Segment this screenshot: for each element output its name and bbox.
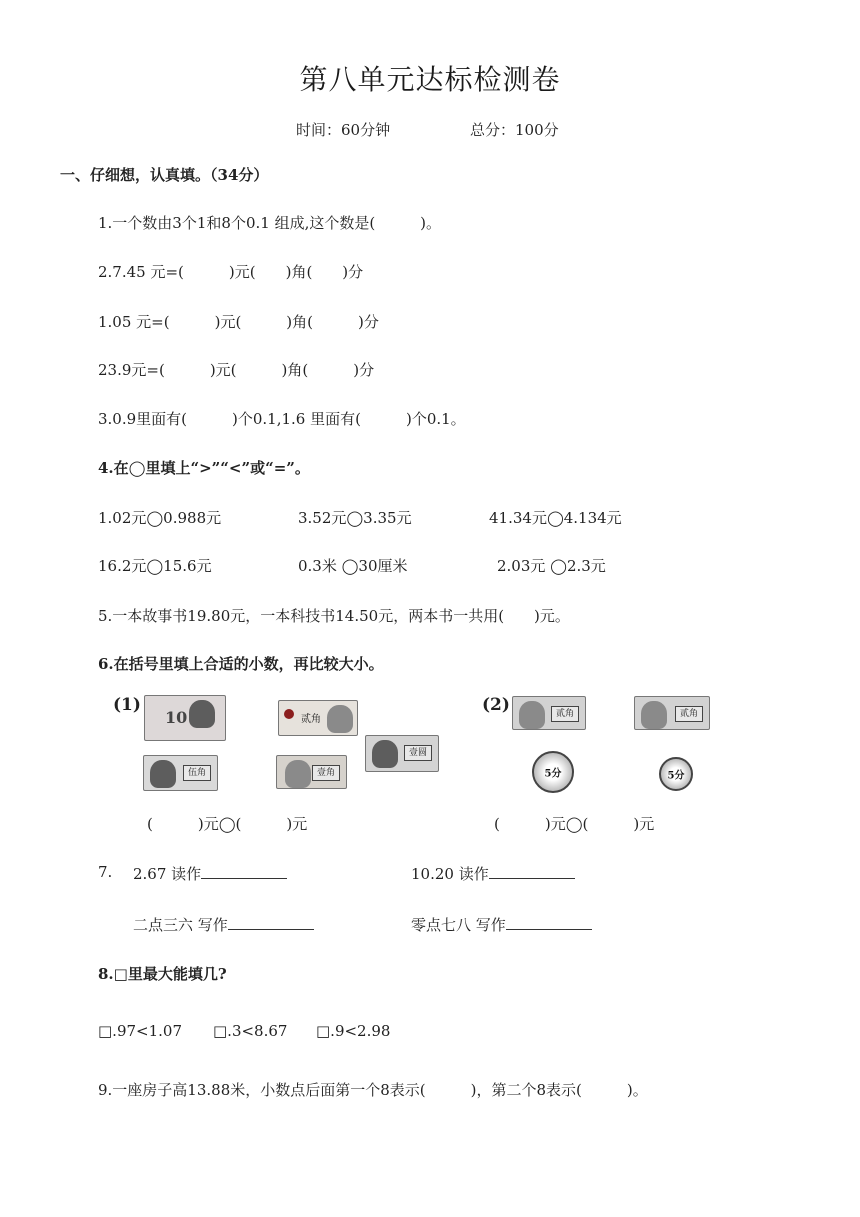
portrait — [285, 760, 311, 788]
question-7a — [133, 863, 287, 884]
question-7c-text: 二点三六 写作 — [133, 916, 228, 934]
portrait — [372, 740, 398, 768]
note-value: 贰角 — [551, 706, 579, 722]
five-fen-coin-image — [532, 751, 574, 793]
portrait — [189, 700, 215, 728]
note-value: 10 — [165, 708, 188, 727]
compare-item: 41.34元◯4.134元 — [489, 509, 622, 527]
coin-value: 5分 — [544, 768, 562, 780]
question-7a-text: 2.67 读作 — [133, 865, 202, 883]
question-1: 1.一个数由3个1和8个0.1 组成,这个数是( )。 — [98, 214, 442, 232]
compare-item: 0.3米 ◯30厘米 — [298, 557, 408, 575]
two-jiao-note-image-2 — [512, 696, 586, 730]
question-8: 8.□里最大能填几? — [98, 965, 227, 983]
question-5: 5.一本故事书19.80元，一本科技书14.50元，两本书一共用( )元。 — [98, 607, 570, 625]
question-9: 9.一座房子高13.88米，小数点后面第一个8表示( )，第二个8表示( )。 — [98, 1081, 648, 1099]
portrait — [327, 705, 353, 733]
q6-answer-2: ( )元◯( )元 — [494, 815, 655, 833]
question-4: 4.在◯里填上“>”“<”或“=”。 — [98, 459, 310, 477]
answer-line — [506, 915, 592, 930]
time-limit: 时间：60分钟 — [296, 121, 391, 139]
total-score: 总分：100分 — [470, 121, 559, 139]
question-7c — [133, 914, 314, 935]
answer-line — [489, 864, 575, 879]
five-jiao-note-image — [143, 755, 218, 791]
compare-item: 16.2元◯15.6元 — [98, 557, 212, 575]
portrait — [150, 760, 176, 788]
note-value: 壹圆 — [404, 745, 432, 761]
question-7-number: 7. — [98, 863, 113, 881]
two-jiao-note-image-3 — [634, 696, 710, 730]
note-value: 贰角 — [301, 714, 321, 725]
emblem-icon — [284, 709, 294, 719]
answer-line — [228, 915, 314, 930]
q6-part2-label: (2) — [482, 695, 510, 715]
section-heading: 一、仔细想，认真填。（34分） — [60, 166, 269, 184]
question-7d — [411, 914, 592, 935]
question-7b-text: 10.20 读作 — [411, 865, 489, 883]
question-3: 3.0.9里面有( )个0.1,1.6 里面有( )个0.1。 — [98, 410, 466, 428]
two-jiao-note-image — [278, 700, 358, 736]
question-2a: 2.7.45 元=( )元( )角( )分 — [98, 263, 364, 281]
note-value: 壹角 — [312, 765, 340, 781]
portrait — [519, 701, 545, 729]
question-7b — [411, 863, 575, 884]
five-fen-coin-image-2 — [659, 757, 693, 791]
question-2b: 1.05 元=( )元( )角( )分 — [98, 313, 379, 331]
compare-item: 3.52元◯3.35元 — [298, 509, 412, 527]
compare-item: 2.03元 ◯2.3元 — [497, 557, 606, 575]
coin-value: 5分 — [667, 770, 685, 782]
page-title: 第八单元达标检测卷 — [299, 63, 561, 96]
q6-part1-label: (1) — [113, 695, 141, 715]
compare-item: 1.02元◯0.988元 — [98, 509, 222, 527]
portrait — [641, 701, 667, 729]
one-jiao-note-image — [276, 755, 347, 789]
digit-item: □.97<1.07 — [98, 1022, 182, 1040]
answer-line — [201, 864, 287, 879]
digit-item: □.9<2.98 — [316, 1022, 391, 1040]
note-value: 贰角 — [675, 706, 703, 722]
q6-answer-1: ( )元◯( )元 — [147, 815, 308, 833]
question-6: 6.在括号里填上合适的小数，再比较大小。 — [98, 655, 384, 673]
one-yuan-note-image — [365, 735, 439, 772]
ten-yuan-note-image — [144, 695, 226, 741]
question-2c: 23.9元=( )元( )角( )分 — [98, 361, 375, 379]
note-value: 伍角 — [183, 765, 211, 781]
digit-item: □.3<8.67 — [213, 1022, 288, 1040]
question-7d-text: 零点七八 写作 — [411, 916, 506, 934]
